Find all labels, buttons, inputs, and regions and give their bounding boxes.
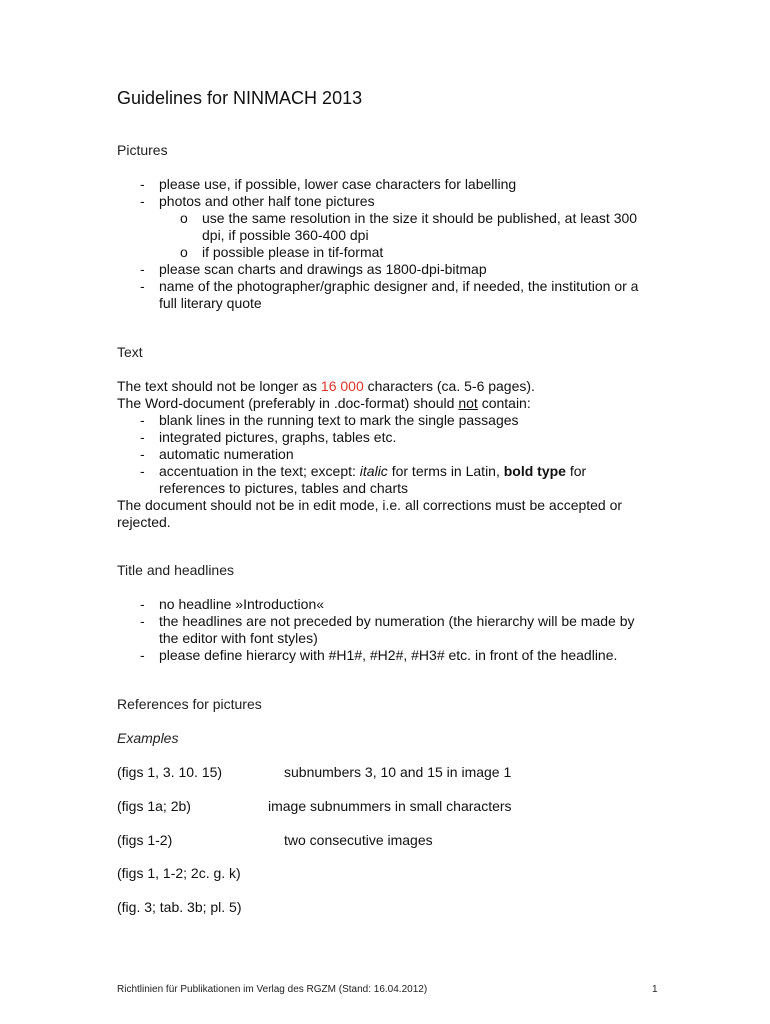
list-dash: - [140, 446, 145, 462]
list-dash: - [140, 412, 145, 428]
word-document-line: The Word-document (preferably in .doc-format) should not contain: [117, 395, 531, 411]
list-bullet: o [180, 210, 188, 226]
text-length-line: The text should not be longer as 16 000 characters (ca. 5-6 pages). [117, 378, 535, 394]
list-item-continuation: the editor with font styles) [159, 630, 318, 646]
list-item: please scan charts and drawings as 1800-dpi-bitmap [159, 261, 487, 277]
list-item-continuation: full literary quote [159, 295, 262, 311]
list-item: please define hierarcy with #H1#, #H2#, #H3# etc. in front of the headline. [159, 647, 618, 663]
example-code: (fig. 3; tab. 3b; pl. 5) [117, 899, 242, 915]
italic-example: italic [359, 463, 388, 479]
list-item: please use, if possible, lower case characters for labelling [159, 176, 517, 192]
examples-label: Examples [117, 730, 179, 746]
list-item: the headlines are not preceded by numeration (the hierarchy will be made by [159, 613, 635, 629]
list-item-accentuation: accentuation in the text; except: italic for terms in Latin, bold type for [159, 463, 587, 479]
example-code: (figs 1a; 2b) [117, 798, 191, 814]
example-code: (figs 1, 1-2; 2c. g. k) [117, 865, 241, 881]
list-dash: - [140, 613, 145, 629]
pictures-list [0, 176, 770, 316]
footer-text: Richtlinien für Publikationen im Verlag des RGZM (Stand: 16.04.2012) [117, 984, 428, 995]
example-code: (figs 1-2) [117, 832, 173, 848]
example-description: subnumbers 3, 10 and 15 in image 1 [284, 764, 512, 780]
list-dash: - [140, 429, 145, 445]
sub-list-item: use the same resolution in the size it should be published, at least 300 [202, 210, 638, 226]
list-item: photos and other half tone pictures [159, 193, 375, 209]
list-dash: - [140, 261, 145, 277]
list-dash: - [140, 278, 145, 294]
page-number: 1 [652, 984, 658, 995]
section-heading-headlines: Title and headlines [117, 562, 235, 578]
list-item: automatic numeration [159, 446, 294, 462]
list-item: name of the photographer/graphic designer and, if needed, the institution or a [159, 278, 639, 294]
edit-mode-line: The document should not be in edit mode, i.e. all corrections must be accepted or [117, 497, 623, 513]
section-heading-pictures: Pictures [117, 142, 168, 158]
headlines-list [0, 596, 770, 666]
example-description: two consecutive images [284, 832, 433, 848]
sub-list-item: if possible please in tif-format [202, 244, 384, 260]
not-underlined: not [458, 395, 478, 411]
list-item: no headline »Introduction« [159, 596, 325, 612]
page-title: Guidelines for NINMACH 2013 [117, 88, 363, 108]
bold-example: bold type [503, 463, 566, 479]
list-dash: - [140, 193, 145, 209]
list-item: blank lines in the running text to mark the single passages [159, 412, 519, 428]
example-description: image subnummers in small characters [268, 798, 512, 814]
sub-list-item-continuation: dpi, if possible 360-400 dpi [202, 227, 369, 243]
list-item: integrated pictures, graphs, tables etc. [159, 429, 397, 445]
section-heading-references: References for pictures [117, 696, 262, 712]
list-dash: - [140, 596, 145, 612]
list-dash: - [140, 463, 145, 479]
example-code: (figs 1, 3. 10. 15) [117, 764, 223, 780]
list-dash: - [140, 176, 145, 192]
text-section-body [0, 378, 770, 538]
edit-mode-line-continuation: rejected. [117, 514, 171, 530]
section-heading-text: Text [117, 344, 143, 360]
character-limit: 16 000 [320, 378, 364, 394]
list-dash: - [140, 647, 145, 663]
list-bullet: o [180, 244, 188, 260]
list-item-continuation: references to pictures, tables and charts [159, 480, 409, 496]
